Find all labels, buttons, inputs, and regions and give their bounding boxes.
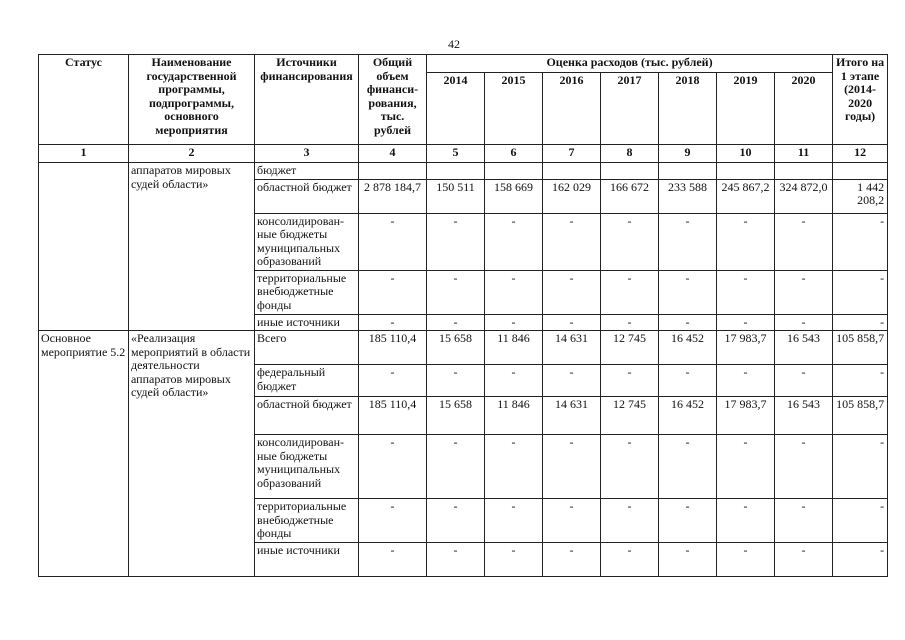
year-amount-cell: - (659, 435, 717, 499)
year-amount-cell (659, 163, 717, 180)
stage-total-cell: 105 858,7 (833, 397, 888, 435)
year-amount-cell: 324 872,0 (775, 179, 833, 213)
year-amount-cell: - (543, 270, 601, 314)
year-amount-cell: - (427, 435, 485, 499)
column-number: 8 (601, 145, 659, 163)
year-amount-cell: 16 543 (775, 331, 833, 365)
year-amount-cell: 166 672 (601, 179, 659, 213)
column-number: 6 (485, 145, 543, 163)
year-amount-cell: 15 658 (427, 331, 485, 365)
column-number: 10 (717, 145, 775, 163)
table-row (39, 331, 888, 365)
year-amount-cell: - (775, 213, 833, 270)
year-amount-cell: - (601, 499, 659, 543)
year-amount-cell: - (543, 499, 601, 543)
column-number: 2 (129, 145, 255, 163)
stage-total-cell: - (833, 213, 888, 270)
total-amount-cell: - (359, 314, 427, 331)
year-amount-cell (717, 163, 775, 180)
funding-source-cell: областной бюджет (255, 179, 359, 213)
year-amount-cell: - (485, 213, 543, 270)
year-amount-cell (427, 163, 485, 180)
year-amount-cell: - (601, 542, 659, 576)
column-number: 9 (659, 145, 717, 163)
stage-total-cell: - (833, 314, 888, 331)
column-number: 11 (775, 145, 833, 163)
year-amount-cell: - (775, 270, 833, 314)
year-amount-cell: 14 631 (543, 397, 601, 435)
year-amount-cell: 162 029 (543, 179, 601, 213)
stage-total-cell: 105 858,7 (833, 331, 888, 365)
year-amount-cell: - (427, 542, 485, 576)
stage-total-cell: - (833, 270, 888, 314)
year-amount-cell: - (717, 499, 775, 543)
year-amount-cell: - (485, 542, 543, 576)
year-amount-cell: - (659, 314, 717, 331)
year-amount-cell: - (601, 365, 659, 397)
year-amount-cell: - (717, 213, 775, 270)
year-amount-cell: 150 511 (427, 179, 485, 213)
year-amount-cell: - (485, 314, 543, 331)
column-number: 4 (359, 145, 427, 163)
stage-total-cell: - (833, 435, 888, 499)
year-amount-cell: - (601, 314, 659, 331)
year-amount-cell: 14 631 (543, 331, 601, 365)
program-name-cell: аппаратов мировых судей области» (129, 163, 255, 331)
total-amount-cell: - (359, 270, 427, 314)
year-amount-cell: - (427, 314, 485, 331)
year-amount-cell: 12 745 (601, 397, 659, 435)
year-amount-cell: 233 588 (659, 179, 717, 213)
year-amount-cell: - (775, 499, 833, 543)
header-year: 2016 (543, 73, 601, 145)
status-cell (39, 163, 129, 331)
total-amount-cell (359, 163, 427, 180)
stage-total-cell: - (833, 499, 888, 543)
stage-total-cell: - (833, 365, 888, 397)
total-amount-cell: 185 110,4 (359, 397, 427, 435)
status-cell: Основное мероприятие 5.2 (39, 331, 129, 577)
program-name-cell: «Реализация мероприятий в области деятельности аппаратов мировых судей области» (129, 331, 255, 577)
year-amount-cell: 11 846 (485, 397, 543, 435)
year-amount-cell: - (543, 365, 601, 397)
year-amount-cell: - (775, 542, 833, 576)
year-amount-cell: 17 983,7 (717, 331, 775, 365)
header-year: 2018 (659, 73, 717, 145)
funding-source-cell: консолидирован- ные бюджеты муниципальных образований (255, 435, 359, 499)
year-amount-cell: 12 745 (601, 331, 659, 365)
year-amount-cell: - (717, 314, 775, 331)
year-amount-cell (775, 163, 833, 180)
total-amount-cell: - (359, 213, 427, 270)
stage-total-cell (833, 163, 888, 180)
year-amount-cell: 158 669 (485, 179, 543, 213)
year-amount-cell: - (485, 499, 543, 543)
year-amount-cell (601, 163, 659, 180)
year-amount-cell: - (485, 435, 543, 499)
year-amount-cell: - (543, 435, 601, 499)
header-total: Общий объем финанси- рования, тыс. рублей (359, 55, 427, 145)
year-amount-cell: - (485, 365, 543, 397)
total-amount-cell: 185 110,4 (359, 331, 427, 365)
year-amount-cell: - (775, 365, 833, 397)
year-amount-cell: - (659, 365, 717, 397)
year-amount-cell: 16 452 (659, 397, 717, 435)
header-sources: Источники финансирования (255, 55, 359, 145)
year-amount-cell: - (601, 213, 659, 270)
funding-source-cell: иные источники (255, 314, 359, 331)
year-amount-cell (485, 163, 543, 180)
funding-source-cell: областной бюджет (255, 397, 359, 435)
stage-total-cell: 1 442 208,2 (833, 179, 888, 213)
funding-source-cell: федеральный бюджет (255, 365, 359, 397)
funding-source-cell: бюджет (255, 163, 359, 180)
year-amount-cell: 245 867,2 (717, 179, 775, 213)
header-status: Статус (39, 55, 129, 145)
year-amount-cell (543, 163, 601, 180)
total-amount-cell: 2 878 184,7 (359, 179, 427, 213)
year-amount-cell: - (543, 542, 601, 576)
column-number: 3 (255, 145, 359, 163)
funding-source-cell: иные источники (255, 542, 359, 576)
year-amount-cell: - (717, 542, 775, 576)
year-amount-cell: 11 846 (485, 331, 543, 365)
header-estimate: Оценка расходов (тыс. рублей) (427, 55, 833, 73)
header-year: 2015 (485, 73, 543, 145)
year-amount-cell: - (543, 314, 601, 331)
year-amount-cell: - (543, 213, 601, 270)
year-amount-cell: - (717, 435, 775, 499)
budget-table (38, 54, 888, 577)
year-amount-cell: 16 543 (775, 397, 833, 435)
header-name: Наименование государственной программы, подпрограммы, основного мероприятия (129, 55, 255, 145)
funding-source-cell: Всего (255, 331, 359, 365)
column-number: 1 (39, 145, 129, 163)
year-amount-cell: - (659, 270, 717, 314)
header-stage-total: Итого на 1 этапе (2014- 2020 годы) (833, 55, 888, 145)
column-number: 5 (427, 145, 485, 163)
header-year: 2017 (601, 73, 659, 145)
total-amount-cell: - (359, 435, 427, 499)
year-amount-cell: - (427, 270, 485, 314)
column-number: 7 (543, 145, 601, 163)
year-amount-cell: - (659, 542, 717, 576)
total-amount-cell: - (359, 499, 427, 543)
year-amount-cell: - (427, 499, 485, 543)
year-amount-cell: - (601, 270, 659, 314)
header-year: 2020 (775, 73, 833, 145)
year-amount-cell: - (485, 270, 543, 314)
column-number: 12 (833, 145, 888, 163)
funding-source-cell: территориальные внебюджетные фонды (255, 270, 359, 314)
year-amount-cell: - (427, 365, 485, 397)
year-amount-cell: - (659, 499, 717, 543)
year-amount-cell: - (427, 213, 485, 270)
year-amount-cell: - (775, 435, 833, 499)
year-amount-cell: 16 452 (659, 331, 717, 365)
funding-source-cell: консолидирован- ные бюджеты муниципальных образований (255, 213, 359, 270)
year-amount-cell: - (775, 314, 833, 331)
stage-total-cell: - (833, 542, 888, 576)
year-amount-cell: - (717, 270, 775, 314)
table-row (39, 163, 888, 180)
year-amount-cell: - (601, 435, 659, 499)
year-amount-cell: - (717, 365, 775, 397)
total-amount-cell: - (359, 542, 427, 576)
header-year: 2014 (427, 73, 485, 145)
page-number: 42 (448, 37, 460, 51)
year-amount-cell: - (659, 213, 717, 270)
funding-source-cell: территориальные внебюджетные фонды (255, 499, 359, 543)
header-year: 2019 (717, 73, 775, 145)
year-amount-cell: 17 983,7 (717, 397, 775, 435)
total-amount-cell: - (359, 365, 427, 397)
year-amount-cell: 15 658 (427, 397, 485, 435)
